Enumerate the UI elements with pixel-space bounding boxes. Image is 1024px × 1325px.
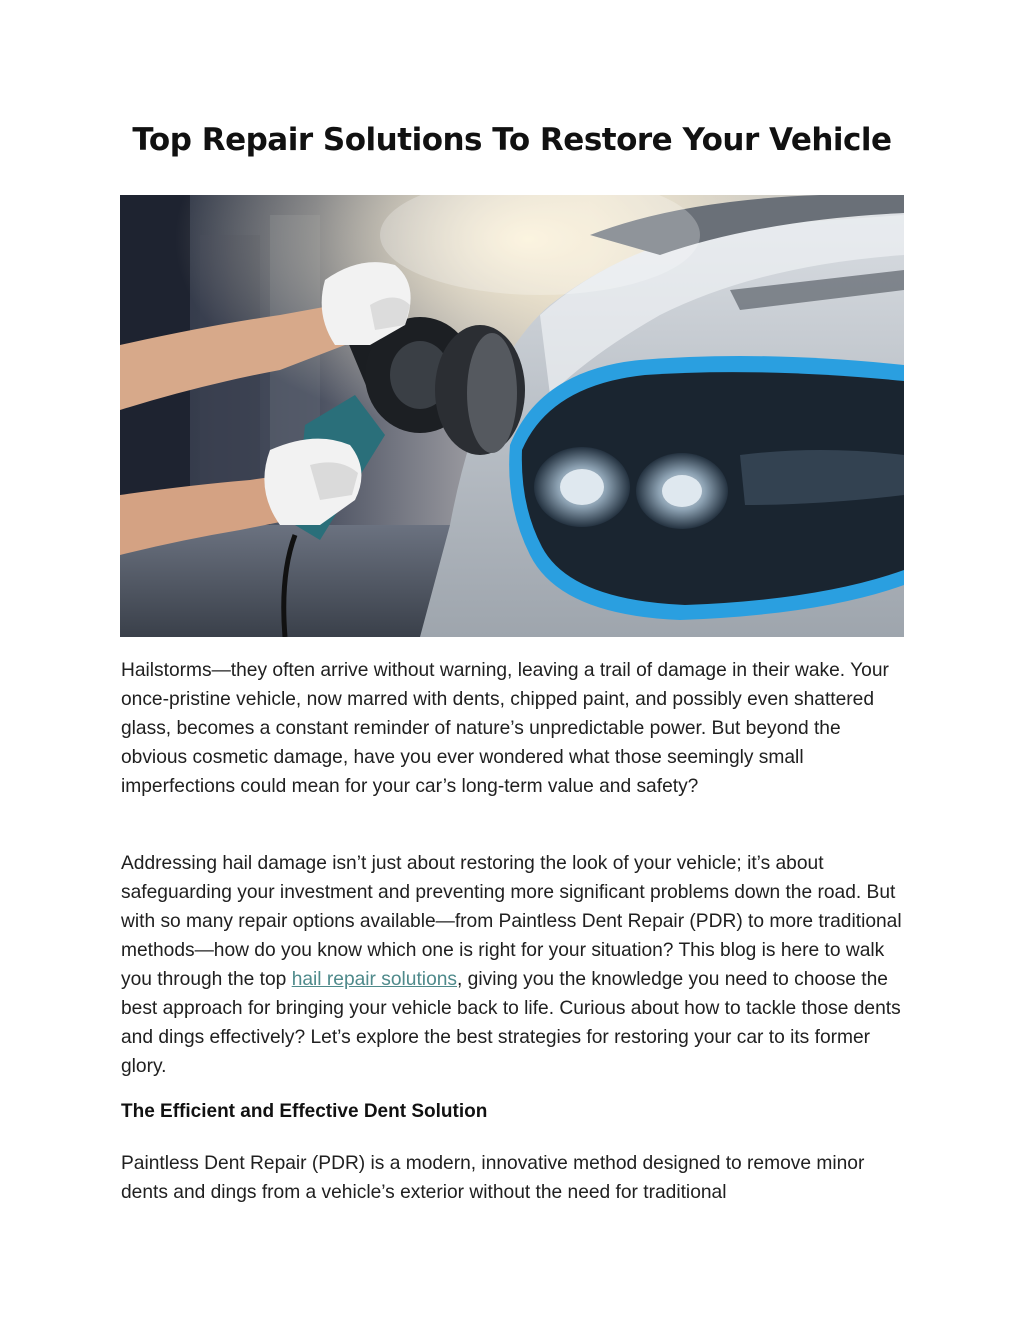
- second-paragraph: [121, 849, 911, 1081]
- hero-image-car-polishing: [120, 195, 904, 637]
- intro-paragraph: Hailstorms—they often arrive without warning, leaving a trail of damage in their wake. Your once-pristine vehicle, now marred with dents, chipped paint, and possibly even shattered glass, becomes a constant reminder of nature’s unpredictable power. But beyond the obvious cosmetic damage, have you ever wondered what those seemingly small imperfections could mean for your car’s long-term value and safety?: [121, 660, 889, 797]
- hail-repair-solutions-link[interactable]: hail repair solutions: [291, 969, 458, 990]
- section-heading: The Efficient and Effective Dent Solution: [121, 1101, 488, 1122]
- second-paragraph-text-after-link: , giving you the knowledge you need to choose the best approach for bringing your vehicle back to life. Curious about how to tackle those dents and dings effectively? Let’s explore the best strategies for restoring your car to its former glory.: [121, 969, 901, 1077]
- pdr-paragraph: Paintless Dent Repair (PDR) is a modern, innovative method designed to remove minor dents and dings from a vehicle’s exterior without the need for traditional: [121, 1153, 865, 1203]
- second-paragraph-text-before-link: Addressing hail damage isn’t just about restoring the look of your vehicle; it’s about safeguarding your investment and preventing more significant problems down the road. But with so many repair options available—from Paintless Dent Repair (PDR) to more traditional methods—how do you know which one is right for your situation? This blog is here to walk you through the top: [121, 853, 902, 990]
- page-title: Top Repair Solutions To Restore Your Vehicle: [132, 122, 892, 158]
